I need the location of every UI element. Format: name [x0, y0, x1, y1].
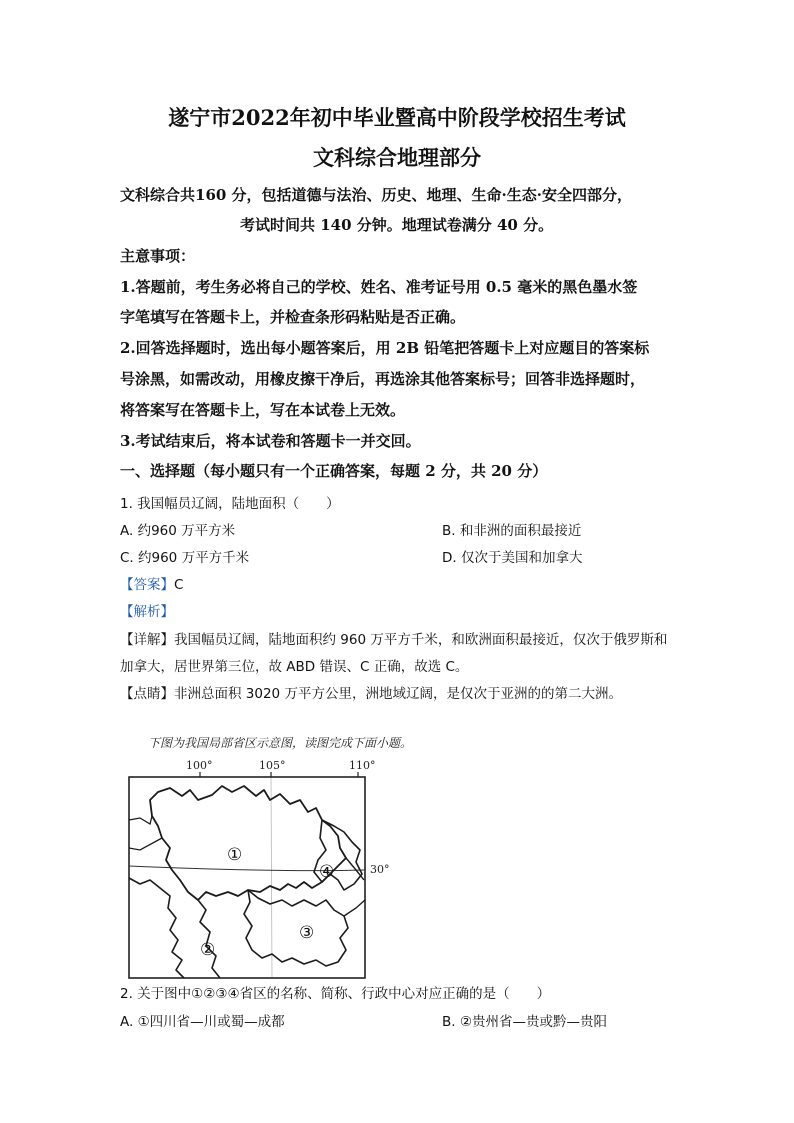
detail-tag: 【详解】	[120, 632, 174, 648]
q1-option-b: B. 和非洲的面积最接近	[442, 523, 582, 539]
section-1-heading: 一、选择题（每小题只有一个正确答案，每题 2 分，共 20 分）	[120, 462, 548, 480]
q1-stem: 1. 我国幅员辽阔，陆地面积（ ）	[120, 496, 340, 512]
province-3-boundary	[244, 890, 348, 966]
intro-line-1: 文科综合共160 分，包括道德与法治、历史、地理、生命·生态·安全四部分，	[120, 186, 632, 204]
province-1-boundary	[150, 786, 346, 900]
q1-detail-line-2: 加拿大，居世界第三位，故 ABD 错误、C 正确，故选 C。	[120, 659, 469, 675]
q1-option-d: D. 仅次于美国和加拿大	[442, 550, 583, 566]
exam-subtitle: 文科综合地理部分	[313, 145, 481, 170]
map-label-4: ④	[319, 862, 335, 882]
notes-item-1-line-2: 字笔填写在答题卡上，并检查条形码粘贴是否正确。	[120, 308, 466, 326]
notes-item-3: 3.考试结束后，将本试卷和答题卡一并交回。	[120, 432, 421, 450]
notes-item-1-line-1: 1.答题前，考生务必将自己的学校、姓名、准考证号用 0.5 毫米的黑色墨水签	[120, 278, 638, 296]
western-border	[129, 816, 162, 850]
q1-option-a: A. 约960 万平方米	[120, 523, 236, 539]
longitude-100-label: 100°	[186, 759, 213, 772]
q2-stem: 2. 关于图中①②③④省区的名称、简称、行政中心对应正确的是（ ）	[120, 986, 551, 1002]
intro-line-2: 考试时间共 140 分钟。地理试卷满分 40 分。	[240, 216, 554, 234]
q1-analysis-tag: 【解析】	[120, 604, 174, 620]
latitude-30-label: 30°	[370, 863, 390, 876]
answer-tag: 【答案】	[120, 577, 174, 593]
map-caption: 下图为我国局部省区示意图，读图完成下面小题。	[148, 736, 413, 750]
map-label-3: ③	[299, 923, 315, 943]
tip-tag: 【点睛】	[120, 686, 174, 702]
longitude-105-line	[271, 777, 272, 978]
q1-detail-line-1	[120, 628, 667, 648]
notes-heading: 主意事项：	[120, 247, 196, 265]
answer-value: C	[174, 577, 184, 593]
eastern-border	[344, 858, 365, 916]
map-label-1: ①	[227, 845, 243, 865]
q2-option-a: A. ①四川省—川或蜀—成都	[120, 1014, 285, 1030]
longitude-110-label: 110°	[349, 759, 376, 772]
notes-item-2-line-1: 2.回答选择题时，选出每小题答案后，用 2B 铅笔把答题卡上对应题目的答案标	[120, 339, 650, 357]
detail-text: 我国幅员辽阔，陆地面积约 960 万平方千米，和欧洲面积最接近，仅次于俄罗斯和	[174, 632, 668, 648]
longitude-105-label: 105°	[259, 759, 286, 772]
province-2-boundary	[129, 878, 220, 978]
q2-option-b: B. ②贵州省—贵或黔—贵阳	[442, 1014, 607, 1030]
exam-title: 遂宁市2022年初中毕业暨高中阶段学校招生考试	[168, 105, 626, 130]
tip-text: 非洲总面积 3020 万平方公里，洲地域辽阔，是仅次于亚洲的的第二大洲。	[174, 686, 622, 702]
notes-item-2-line-2: 号涂黑，如需改动，用橡皮擦干净后，再选涂其他答案标号；回答非选择题时，	[120, 370, 646, 388]
notes-item-2-line-3: 将答案写在答题卡上，写在本试卷上无效。	[120, 401, 406, 419]
map-label-2: ②	[200, 940, 216, 960]
q1-answer	[120, 573, 183, 593]
q1-tip	[120, 682, 622, 702]
q1-option-c: C. 约960 万平方千米	[120, 550, 250, 566]
